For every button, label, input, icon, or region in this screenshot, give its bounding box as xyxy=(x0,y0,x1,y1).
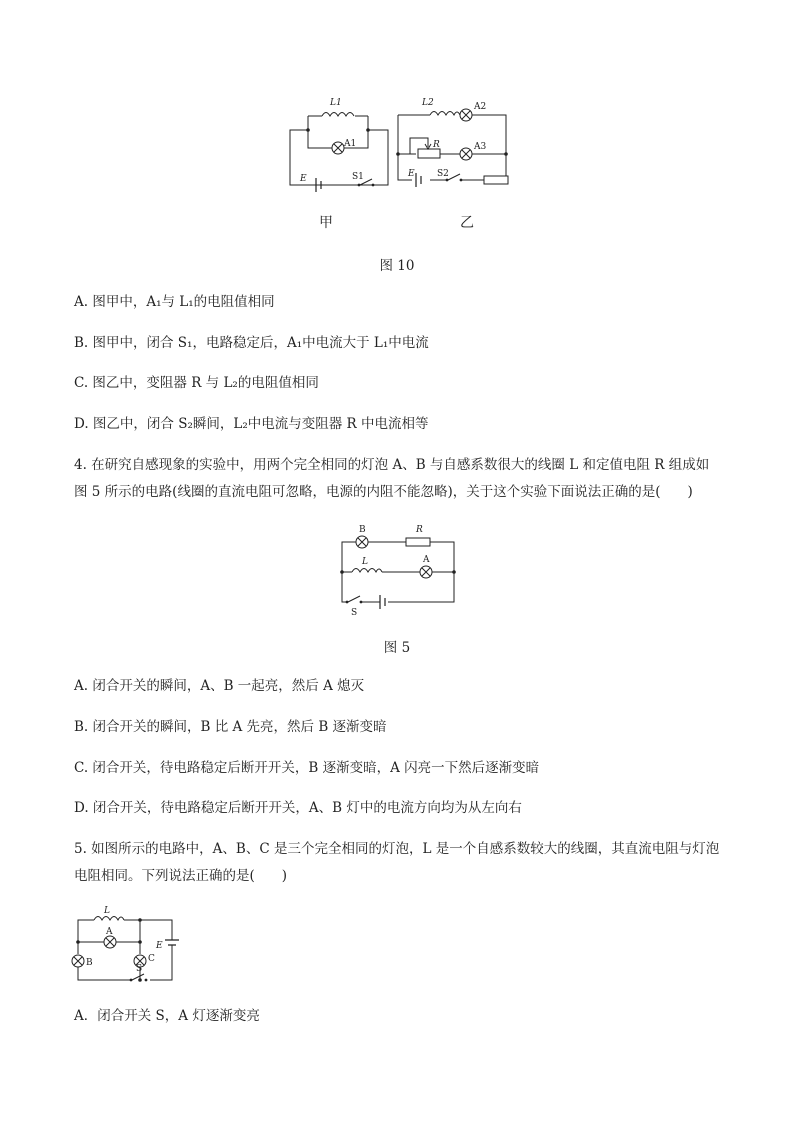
q4-stem-line-2: 图 5 所示的电路(线圈的直流电阻可忽略，电源的内阻不能忽略)，关于这个实验下面说法正确的是( ) xyxy=(74,484,693,500)
figure-5-circuit xyxy=(332,520,462,616)
figure-label-yi: 乙 xyxy=(460,215,474,231)
q5-circuit xyxy=(70,906,190,986)
q3-option-a: A. 图甲中，A₁与 L₁的电阻值相同 xyxy=(74,294,275,310)
label-coil-l2: L2 xyxy=(422,98,434,108)
figure-5-caption: 图 5 xyxy=(383,640,411,656)
label-q5-lamp-c: C xyxy=(148,954,155,964)
label-switch-s1: S1 xyxy=(352,172,364,182)
label-q5-lamp-b: B xyxy=(86,958,93,968)
q5-stem-line-1: 5. 如图所示的电路中，A、B、C 是三个完全相同的灯泡，L 是一个自感系数较大的线圈，其直流电阻与灯泡 xyxy=(74,841,720,857)
label-lamp-b: B xyxy=(359,525,366,535)
label-lamp-a3: A3 xyxy=(474,142,487,152)
figure-10-circuits xyxy=(280,88,520,200)
q5-option-a: A．闭合开关 S，A 灯逐渐变亮 xyxy=(74,1008,260,1024)
figure-10-caption: 图 10 xyxy=(379,258,415,274)
label-coil-l: L xyxy=(362,557,368,567)
label-battery-e-yi: E xyxy=(408,169,415,179)
label-resistor-r: R xyxy=(416,525,423,535)
q4-option-b: B. 闭合开关的瞬间，B 比 A 先亮，然后 B 逐渐变暗 xyxy=(74,719,387,735)
figure-label-jia: 甲 xyxy=(319,215,333,231)
label-switch-s2: S2 xyxy=(437,169,449,179)
q4-option-a: A. 闭合开关的瞬间，A、B 一起亮，然后 A 熄灭 xyxy=(74,678,365,694)
q4-option-d: D. 闭合开关，待电路稳定后断开开关，A、B 灯中的电流方向均为从左向右 xyxy=(74,800,522,816)
label-q5-lamp-a: A xyxy=(106,927,113,937)
q3-option-d: D. 图乙中，闭合 S₂瞬间，L₂中电流与变阻器 R 中电流相等 xyxy=(74,416,429,432)
label-q5-coil-l: L xyxy=(104,906,110,916)
q3-option-b: B. 图甲中，闭合 S₁，电路稳定后，A₁中电流大于 L₁中电流 xyxy=(74,335,429,351)
q4-option-c: C. 闭合开关，待电路稳定后断开开关，B 逐渐变暗，A 闪亮一下然后逐渐变暗 xyxy=(74,760,540,776)
label-switch-s: S xyxy=(351,608,358,616)
q4-stem-line-1: 4. 在研究自感现象的实验中，用两个完全相同的灯泡 A、B 与自感系数很大的线圈 L 和定值电阻 R 组成如 xyxy=(74,457,710,473)
label-coil-l1: L1 xyxy=(330,98,342,108)
label-rheostat-r: R xyxy=(433,140,440,150)
label-battery-e-jia: E xyxy=(300,174,307,184)
q5-stem-line-2: 电阻相同。下列说法正确的是( ) xyxy=(74,868,288,884)
label-lamp-a: A xyxy=(423,555,430,565)
label-q5-battery-e: E xyxy=(156,941,163,951)
label-lamp-a1: A1 xyxy=(344,139,357,149)
label-lamp-a2: A2 xyxy=(474,102,487,112)
label-q5-switch-s: S xyxy=(136,964,143,974)
q3-option-c: C. 图乙中，变阻器 R 与 L₂的电阻值相同 xyxy=(74,375,319,391)
